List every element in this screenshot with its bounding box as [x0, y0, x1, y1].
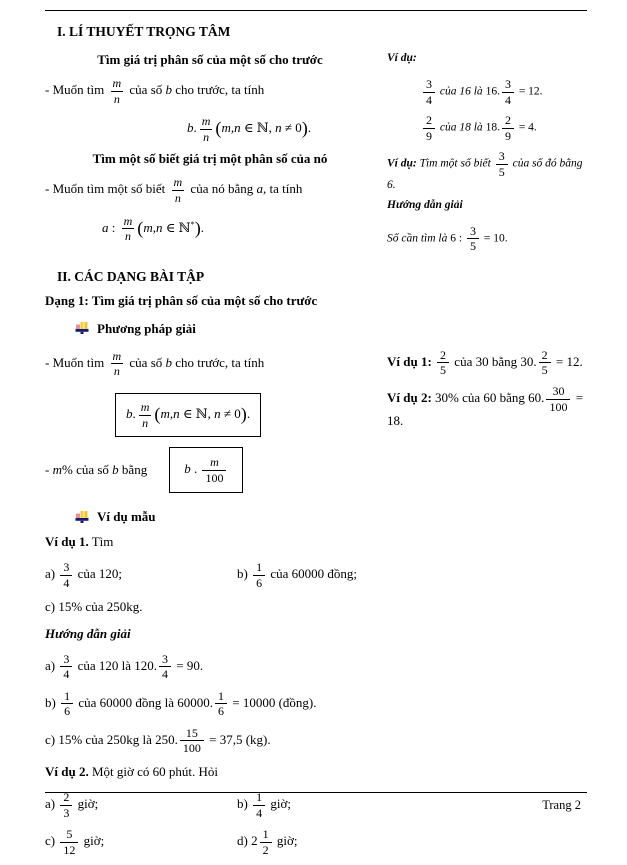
example2-item-c: c) $\frac{5}{12}$ giờ; — [45, 827, 105, 857]
theory-heading-2: Tìm một số biết giá trị một phân số của nó — [92, 151, 328, 167]
page-footer — [45, 792, 587, 813]
percent-rule-row — [45, 447, 375, 493]
section1-right-column — [387, 44, 587, 261]
example1-row-ab — [45, 561, 587, 589]
solution-guide-label-2: Hướng dẫn giải — [45, 625, 131, 641]
header-rule — [45, 10, 587, 11]
example1-intro: Ví dụ 1. Tìm — [45, 534, 114, 550]
example2-intro: Ví dụ 2. Một giờ có 60 phút. Hỏi — [45, 764, 219, 780]
theory-formula-1: b. $\frac{m}{n}$ (m,n ∈ ℕ, n ≠ 0). — [187, 114, 312, 144]
example-problem: Ví dụ: Tìm một số biết $\frac{3}{5}$ của số đó bằng 6. — [387, 149, 583, 191]
solution-c: c) 15% của 250kg là 250. $\frac{15}{100}$ = 37,5 (kg). — [45, 725, 271, 756]
example-line-1: $\frac{3}{4}$ của 16 là 16. $\frac{3}{4}$ = 12. — [387, 78, 587, 106]
section1-title: I. LÍ THUYẾT TRỌNG TÂM — [57, 24, 231, 39]
boxed-formula-1: b. $\frac{m}{n}$ (m,n ∈ ℕ, n ≠ 0). — [115, 393, 261, 437]
section1-left-column — [45, 44, 375, 261]
example2-item-b: b) $\frac{1}{4}$ giờ; — [237, 790, 291, 820]
example2-item-a: a) $\frac{2}{3}$ giờ; — [45, 790, 99, 820]
section2-columns — [45, 341, 587, 494]
method-marker-icon — [75, 322, 89, 335]
example-label: Ví dụ: — [387, 52, 417, 64]
section2-left-column — [45, 341, 375, 494]
solution-line: Số cần tìm là 6 : $\frac{3}{5}$ = 10. — [387, 223, 508, 254]
theory-heading-1: Tìm giá trị phân số của một số cho trước — [97, 52, 323, 67]
example1-item-b: b) $\frac{1}{6}$ của 60000 đồng; — [237, 560, 357, 590]
percent-rule-label: - m% của số b bằng — [45, 462, 148, 478]
example1-item-a: a) $\frac{3}{4}$ của 120; — [45, 560, 123, 590]
page-number: Trang 2 — [542, 798, 581, 812]
solution-a: a) $\frac{3}{4}$ của 120 là 120. $\frac{3}{4}$ = 90. — [45, 651, 204, 682]
example1-item-c: c) 15% của 250kg. — [45, 598, 143, 614]
dang1-heading: Dạng 1: Tìm giá trị phân số của một số cho trước — [45, 292, 318, 308]
section2-title: II. CÁC DẠNG BÀI TẬP — [57, 268, 205, 284]
example2-item-d: d) 2 $\frac{1}{2}$ giờ; — [237, 827, 298, 857]
solution-guide-label: Hướng dẫn giải — [387, 198, 463, 211]
solution-b: b) $\frac{1}{6}$ của 60000 đồng là 60000. $\frac{1}{6}$ = 10000 (đồng). — [45, 688, 317, 719]
sample-header — [75, 509, 587, 525]
example2-row-cd — [45, 828, 587, 856]
method-paragraph-1: - Muốn tìm $\frac{m}{n}$ của số b cho trước, ta tính — [45, 348, 265, 379]
theory-paragraph-2: - Muốn tìm một số biết $\frac{m}{n}$ của nó bằng a, ta tính — [45, 175, 303, 205]
boxed-formula-wrap — [45, 387, 375, 437]
sample-label: Ví dụ mẫu — [97, 509, 156, 525]
theory-paragraph-1: - Muốn tìm $\frac{m}{n}$ của số b cho trước, ta tính — [45, 76, 265, 106]
method-label: Phương pháp giải — [97, 320, 196, 336]
method-header — [75, 321, 587, 337]
sample-marker-icon — [75, 511, 89, 524]
example-line-2: $\frac{2}{9}$ của 18 là 18. $\frac{2}{9}$ = 4. — [387, 114, 587, 142]
boxed-formula-2: b . $\frac{m}{100}$ — [169, 447, 243, 493]
vidu1-line: Ví dụ 1: $\frac{2}{5}$ của 30 bằng 30. $\frac{2}{5}$ = 12. — [387, 347, 583, 378]
page-content — [45, 10, 587, 865]
section2-right-column — [387, 341, 587, 494]
section1-columns — [45, 44, 587, 261]
theory-formula-2: a : $\frac{m}{n}$ (m,n ∈ ℕ*). — [102, 213, 205, 244]
vidu2-line: Ví dụ 2: 30% của 60 bằng 60. $\frac{30}{100}$ = 18. — [387, 383, 584, 429]
